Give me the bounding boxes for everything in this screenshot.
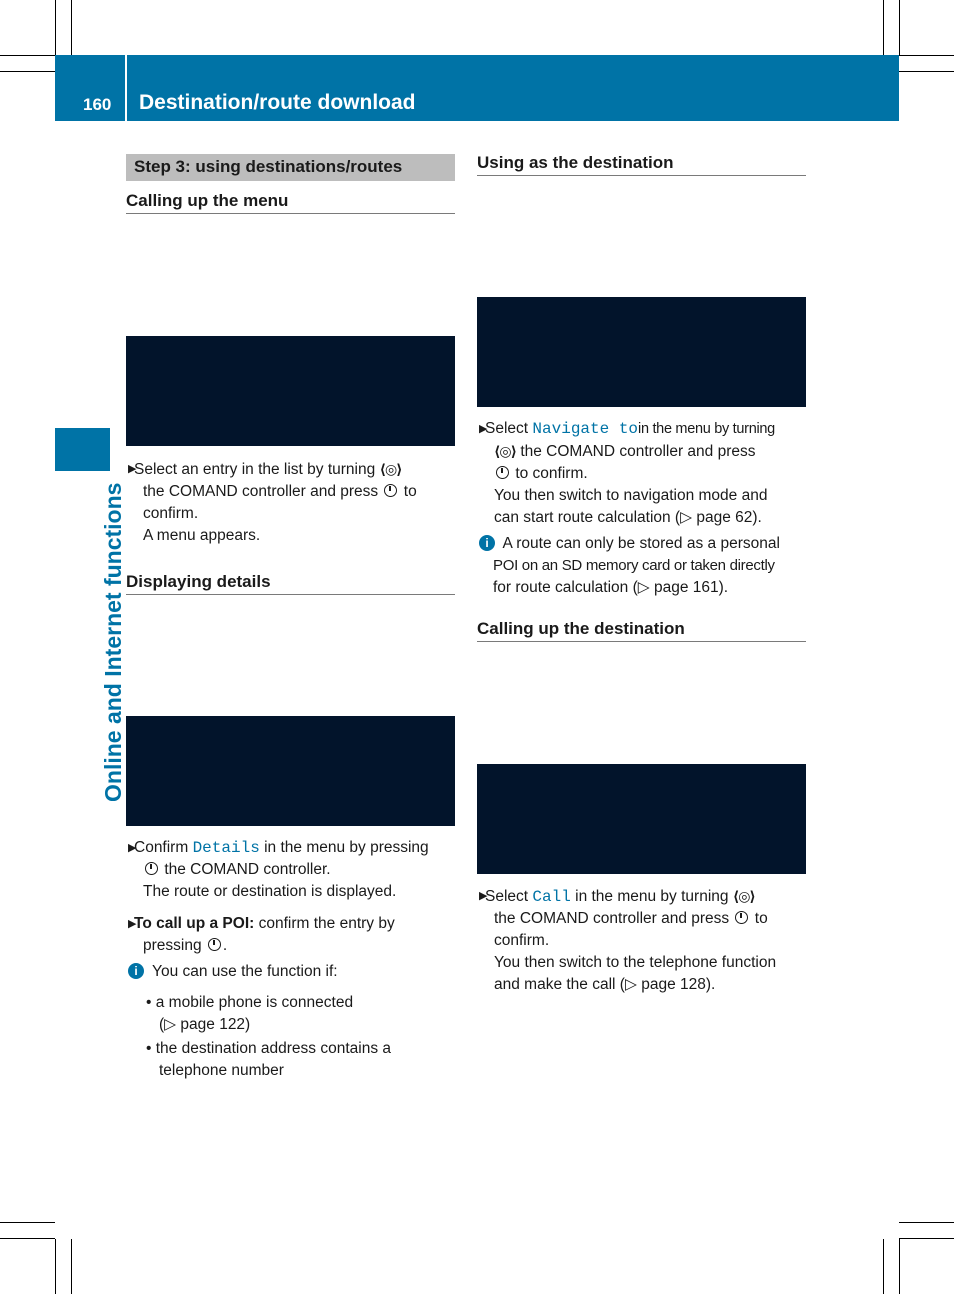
side-section-title: Online and Internet functions bbox=[100, 482, 126, 802]
instruction-text: Confirm bbox=[134, 839, 189, 856]
instruction-navigate-to: ▶ Select Navigate toin the menu by turning ⟨◎⟩ the COMAND controller and press to confirm. You then switch to navigation mode and can start route calculation (▷ page 62). bbox=[479, 418, 809, 529]
instruction-calling-menu bbox=[128, 458, 458, 547]
instruction-text: pressing bbox=[143, 937, 202, 954]
instruction-poi: ▶ To call up a POI: confirm the entry by pressing . bbox=[128, 915, 395, 954]
screenshot-calling-menu bbox=[126, 336, 455, 446]
controller-turn-icon: ⟨◎⟩ bbox=[494, 443, 517, 459]
crop-mark bbox=[55, 0, 56, 55]
page-reference-link[interactable]: page 122) bbox=[180, 1016, 251, 1033]
crop-mark bbox=[0, 1222, 55, 1223]
instruction-text: Select an entry in the list by turning bbox=[134, 461, 376, 478]
controller-turn-icon: ⟨◎⟩ bbox=[732, 888, 755, 904]
info-icon: i bbox=[479, 535, 495, 551]
crop-mark bbox=[883, 0, 884, 55]
list-item: • the destination address contains a bbox=[146, 1040, 391, 1057]
crop-mark bbox=[0, 55, 55, 56]
crop-mark bbox=[899, 55, 954, 56]
arrow-icon: ▶ bbox=[128, 918, 137, 930]
instruction-text: confirm the entry by bbox=[258, 915, 395, 932]
instruction-text: in the menu by pressing bbox=[264, 839, 429, 856]
list-item: • a mobile phone is connected bbox=[146, 994, 354, 1011]
menu-item-call: Call bbox=[532, 888, 571, 906]
screenshot-calling-destination bbox=[477, 764, 806, 874]
result-text: A menu appears. bbox=[143, 527, 261, 544]
controller-press-icon bbox=[145, 862, 158, 875]
arrow-icon: ▶ bbox=[128, 463, 137, 475]
info-note-route: i A route can only be stored as a personal POI on an SD memory card or taken directly for route calculation (▷ page 161). bbox=[479, 533, 809, 599]
controller-press-icon bbox=[735, 911, 748, 924]
crop-mark bbox=[899, 1238, 954, 1239]
crop-mark bbox=[0, 71, 55, 72]
instruction-text: confirm. bbox=[143, 505, 199, 522]
screenshot-using-destination bbox=[477, 297, 806, 407]
crop-mark bbox=[71, 0, 72, 55]
arrow-icon: ▶ bbox=[479, 890, 488, 902]
instruction-bold: To call up a POI: bbox=[134, 915, 255, 932]
side-tab-marker bbox=[55, 428, 110, 471]
instruction-details bbox=[128, 837, 458, 903]
info-note-details bbox=[128, 961, 458, 983]
page-reference-link[interactable]: page 62). bbox=[696, 509, 762, 526]
section-heading-details: Displaying details bbox=[126, 572, 455, 595]
page-header bbox=[55, 55, 899, 121]
section-heading-calling-destination: Calling up the destination bbox=[477, 619, 806, 642]
crop-mark bbox=[899, 0, 900, 55]
instruction-text: the COMAND controller and press bbox=[143, 483, 379, 500]
info-icon: i bbox=[128, 963, 144, 979]
section-heading-using-destination: Using as the destination bbox=[477, 153, 806, 176]
section-heading-calling-menu: Calling up the menu bbox=[126, 191, 455, 214]
page-number: 160 bbox=[83, 95, 112, 114]
result-text: You then switch to the telephone function bbox=[494, 954, 777, 971]
page-title: Destination/route download bbox=[139, 91, 416, 114]
screenshot-details bbox=[126, 716, 455, 826]
arrow-icon: ▶ bbox=[479, 423, 488, 435]
menu-item-details: Details bbox=[192, 839, 260, 857]
crop-mark bbox=[55, 1239, 56, 1294]
controller-press-icon bbox=[384, 484, 397, 497]
controller-press-icon bbox=[496, 466, 509, 479]
controller-turn-icon: ⟨◎⟩ bbox=[379, 461, 402, 477]
instruction-text: the COMAND controller. bbox=[164, 861, 331, 878]
info-text: You can use the function if: bbox=[152, 963, 338, 980]
result-text: You then switch to navigation mode and bbox=[494, 487, 768, 504]
crop-mark bbox=[899, 71, 954, 72]
step-heading: Step 3: using destinations/routes bbox=[126, 154, 455, 181]
page-reference-link[interactable]: page 161). bbox=[653, 579, 729, 596]
menu-item-navigate-to: Navigate to bbox=[532, 420, 639, 438]
result-text: The route or destination is displayed. bbox=[143, 883, 397, 900]
page-reference-link[interactable]: page 128). bbox=[641, 976, 716, 993]
arrow-icon: ▶ bbox=[128, 842, 137, 854]
header-divider bbox=[125, 55, 127, 121]
crop-mark bbox=[883, 1239, 884, 1294]
bullet-list: • a mobile phone is connected (▷ page 122) • the destination address contains a telephone number bbox=[146, 992, 456, 1082]
crop-mark bbox=[899, 1239, 900, 1294]
instruction-text: to bbox=[403, 483, 417, 500]
crop-mark bbox=[71, 1239, 72, 1294]
controller-press-icon bbox=[208, 938, 221, 951]
crop-mark bbox=[0, 1238, 55, 1239]
crop-mark bbox=[899, 1222, 954, 1223]
instruction-call: ▶ Select Call in the menu by turning ⟨◎⟩ the COMAND controller and press to confirm. You then switch to the telephone function and make the call (▷ page 128). bbox=[479, 885, 809, 996]
